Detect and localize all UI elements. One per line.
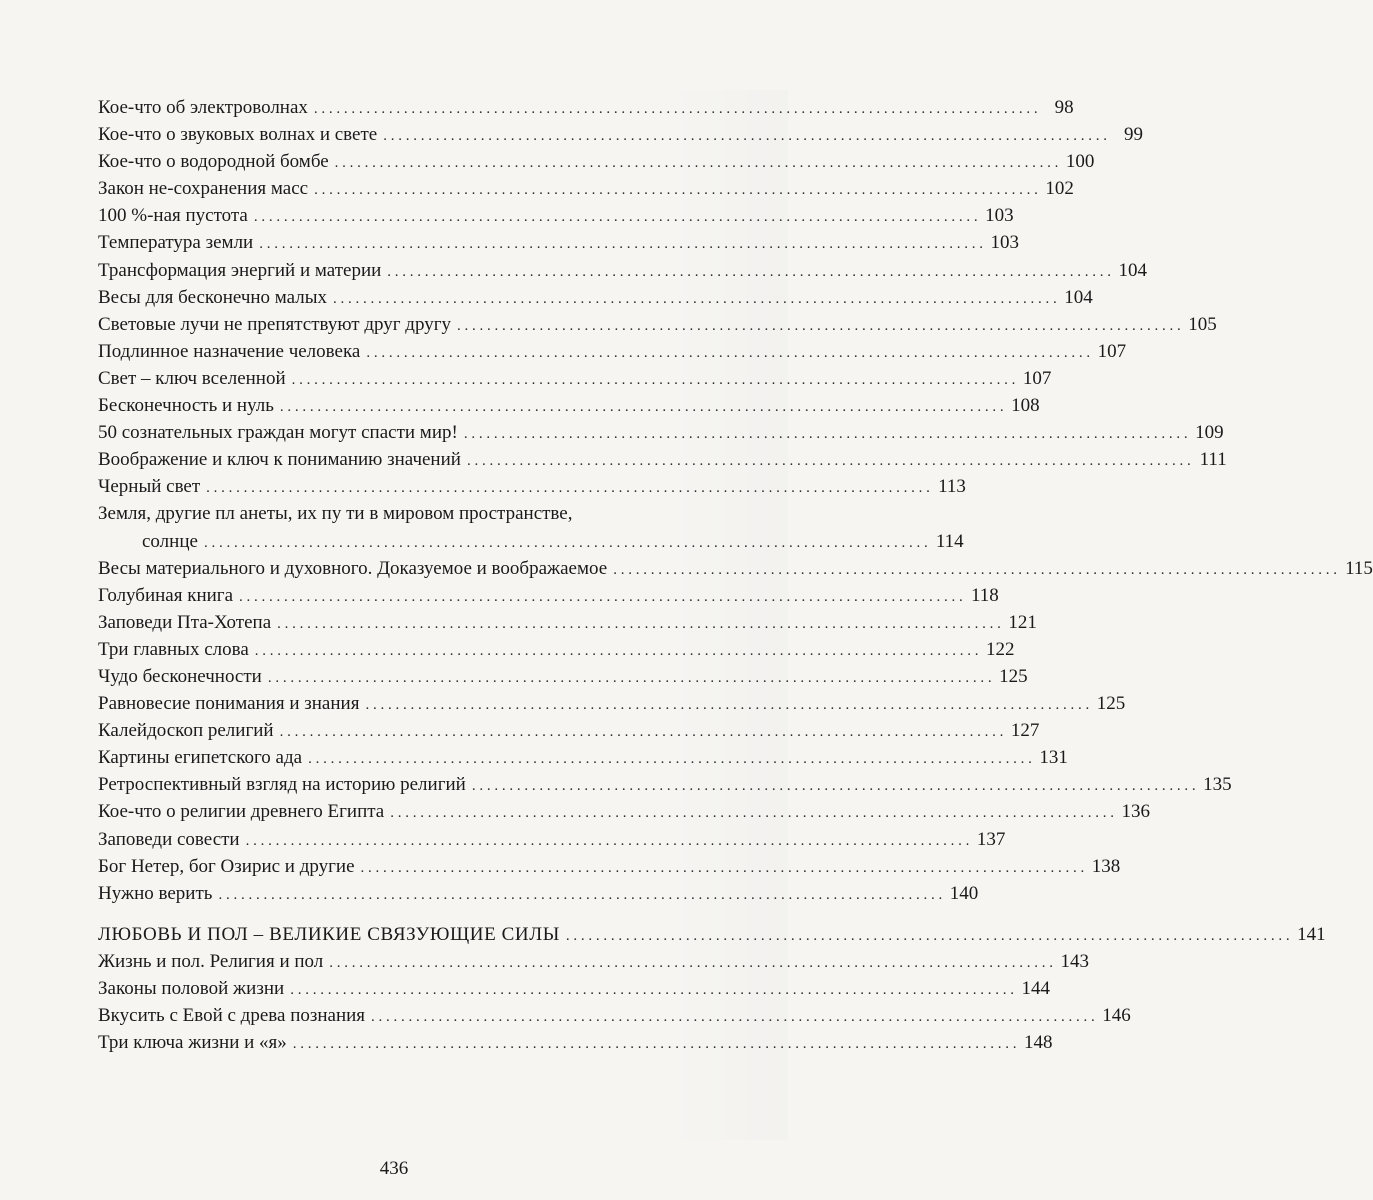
toc-entry-title: Температура земли [98,232,254,254]
toc-entry [98,744,1068,771]
toc-entry [98,975,1050,1002]
toc-entry-page: 100 [1065,151,1095,173]
toc-entry-title: Картины египетского ада [98,747,303,769]
toc-entry-page: 140 [949,882,979,904]
toc-entry-page: 108 [1011,395,1040,417]
section-spacer [98,907,766,921]
toc-entry-page: 118 [970,584,999,606]
toc-entry-page: 127 [1010,720,1040,742]
toc-entry-page: 109 [1195,422,1224,444]
toc-entry [98,717,1040,744]
toc-entry-page: 143 [1060,950,1090,972]
toc-entry-title: Заповеди Пта-Хотепа [98,611,272,633]
toc-entry-title: Бесконечность и нуль [98,395,274,417]
toc-entry-title: Весы для бесконечно малых [98,286,328,308]
toc-entry [98,798,1150,825]
toc-entry [98,284,1093,311]
toc-leader-dots [259,231,983,258]
toc-entry-page: 113 [938,476,966,498]
toc-leader-dots [383,123,1107,150]
toc-entry-title: Весы материального и духовного. Доказуемое и воображаемое [98,557,608,579]
toc-leader-dots [335,150,1059,177]
toc-leader-dots [361,855,1085,882]
toc-leader-dots [467,448,1191,475]
toc-entry [98,582,999,609]
toc-leader-dots [254,204,978,231]
toc-entry-title: 100 %-ная пустота [98,205,248,227]
toc-entry-title: Заповеди совести [98,828,240,850]
toc-entry-page: 148 [1024,1032,1053,1054]
toc-leader-dots [268,665,992,692]
toc-entry-page: 125 [999,665,1028,687]
toc-entry-page: 103 [985,205,1014,227]
toc-entry-multiline [98,500,766,527]
toc-entry-page: 122 [986,638,1015,660]
toc-leader-dots [464,421,1188,448]
toc-entry [98,826,1006,853]
toc-entry-title: Калейдоскоп религий [98,720,274,742]
toc-entry-page: 114 [935,530,964,552]
toc-leader-dots [239,584,963,611]
toc-leader-dots [329,950,1053,977]
toc-entry-title: Воображение и ключ к пониманию значений [98,449,461,471]
toc-entry-page: 104 [1064,286,1093,308]
toc-entry-page: 104 [1118,259,1148,281]
toc-entry [98,771,1232,798]
toc-entry-title: Кое-что о религии древнего Египта [98,801,385,823]
toc-entry-page: 136 [1121,801,1150,823]
toc-leader-dots [206,475,930,502]
toc-leader-dots [293,1031,1017,1058]
toc-entry-title: Кое-что об электроволнах [98,97,308,118]
toc-leader-dots [314,177,1038,204]
toc-entry-title: Жизнь и пол. Религия и пол [98,950,324,972]
toc-entry-page: 131 [1039,747,1068,769]
toc-entry-title-continued: солнце [142,530,198,552]
toc-leader-dots [280,719,1004,746]
toc-entry-page: 137 [976,828,1006,850]
toc-entry-page: 121 [1008,611,1037,633]
toc-entry-page: 105 [1188,313,1217,335]
toc-entry-page: 107 [1022,367,1052,389]
toc-entry-page: 144 [1021,978,1050,999]
toc-group-2 [98,555,1373,907]
toc-entry-title: Кое-что о звуковых волнах и свете [98,124,378,146]
toc-entry-title: Равновесие понимания и знания [98,693,360,715]
toc-entry-title: Три ключа жизни и «я» [98,1032,287,1054]
toc-entry [98,338,1127,365]
toc-entry [98,229,1019,256]
toc-entry-title: Нужно верить [98,882,213,904]
section-title: ЛЮБОВЬ И ПОЛ – ВЕЛИКИЕ СВЯЗУЮЩИЕ СИЛЫ [98,923,560,945]
toc-entry [98,690,1126,717]
toc-entry-title: Ретроспективный взгляд на историю религий [98,774,466,796]
toc-entry-title: Земля, другие пл анеты, их пу ти в мировом пространстве, [98,503,573,525]
toc-entry [98,202,1014,229]
toc-leader-dots [280,394,1004,421]
toc-leader-dots [366,340,1090,367]
toc-group-1 [98,94,1227,500]
toc-leader-dots [255,638,979,665]
toc-entry [98,948,1090,975]
toc-entry [98,311,1217,338]
toc-entry-page: 98 [1054,97,1074,118]
toc-entry [98,1002,1131,1029]
toc-leader-dots [277,611,1001,638]
toc-entry-page: 138 [1091,855,1121,877]
toc-entry-title: Голубиная книга [98,584,234,606]
toc-entry-title: Свет – ключ вселенной [98,367,286,389]
toc-entry-title: 50 сознательных граждан могут спасти мир! [98,422,458,444]
toc-entry-title: Вкусить с Евой с древа познания [98,1005,366,1027]
toc-entry-page: 103 [990,232,1019,254]
toc-entry-title: Кое-что о водородной бомбе [98,151,329,173]
page-number: 436 [379,1158,409,1179]
toc-entry [98,392,1040,419]
toc-leader-dots [314,96,1038,123]
toc-entry-page: 135 [1203,774,1232,796]
toc-entry-page: 107 [1097,340,1127,362]
toc-entry-page: 111 [1199,449,1227,471]
toc-leader-dots [457,313,1181,340]
toc-entry [98,880,979,907]
toc-leader-dots [365,692,1089,719]
toc-entry-continuation [98,528,964,555]
toc-leader-dots [292,367,1016,394]
toc-entry-page: 99 [1123,124,1143,146]
toc-entry-title: Чудо бесконечности [98,665,262,687]
toc-leader-dots [390,800,1114,827]
toc-entry-title: Три главных слова [98,638,249,660]
toc-entry-title: Закон не-сохранения масс [98,178,309,200]
toc-leader-dots [218,882,942,909]
toc-leader-dots [308,746,1032,773]
toc-leader-dots [566,923,1290,950]
toc-leader-dots [387,259,1111,286]
toc-entry [98,148,1095,175]
toc-entry [98,1029,1053,1056]
toc-entry-page: 115 [1345,557,1373,579]
table-of-contents [98,94,1373,1056]
toc-entry [98,365,1052,392]
toc-entry-title: Бог Нетер, бог Озирис и другие [98,855,355,877]
toc-entry [98,175,1074,202]
toc-entry [98,121,1143,148]
toc-entry-title: Черный свет [98,476,201,498]
toc-group-3 [98,948,1131,1056]
toc-leader-dots [333,286,1057,313]
toc-entry-title: Трансформация энергий и материи [98,259,382,281]
toc-entry-page: 146 [1102,1005,1131,1027]
toc-section-heading [98,921,1326,948]
toc-entry [98,419,1224,446]
toc-entry-title: Законы половой жизни [98,978,285,999]
toc-entry [98,94,1074,121]
toc-entry [98,555,1373,582]
toc-leader-dots [204,530,928,557]
toc-entry [98,257,1148,284]
toc-entry-page: 102 [1045,178,1074,200]
toc-leader-dots [371,1004,1095,1031]
toc-entry [98,663,1028,690]
toc-entry [98,636,1015,663]
toc-leader-dots [472,773,1196,800]
toc-leader-dots [246,828,970,855]
toc-entry [98,446,1227,473]
toc-entry-title: Световые лучи не препятствуют друг другу [98,313,452,335]
toc-entry-page: 125 [1096,693,1126,715]
toc-entry [98,473,966,500]
toc-entry-title: Подлинное назначение человека [98,340,361,362]
toc-entry [98,853,1121,880]
toc-leader-dots [613,557,1337,584]
toc-leader-dots [290,977,1014,1004]
toc-entry [98,609,1037,636]
section-page: 141 [1297,923,1326,945]
